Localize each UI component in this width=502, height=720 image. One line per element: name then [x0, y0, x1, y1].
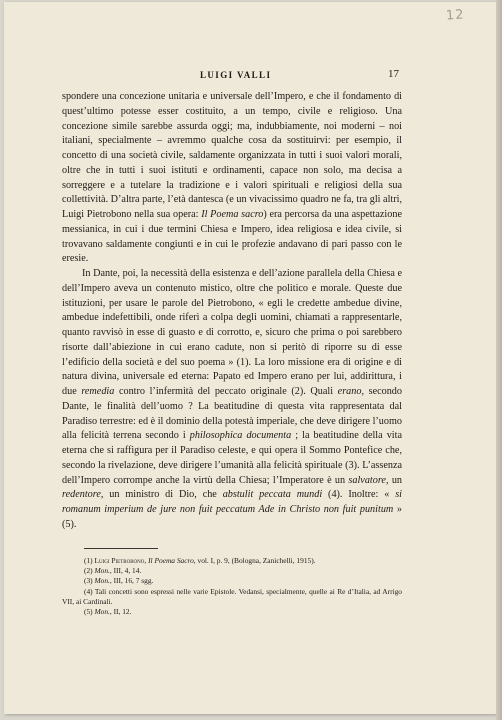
italic-run: abstulit peccata mundi	[222, 489, 323, 501]
footnote	[62, 566, 402, 576]
italic-run: Il Poema Sacro	[148, 556, 194, 565]
footnote	[62, 576, 402, 586]
text-run: , III, 4, 14.	[109, 566, 142, 576]
italic-run: erano	[337, 386, 362, 397]
footnote	[62, 587, 402, 607]
text-run: , un ministro di Dio, che	[100, 489, 223, 501]
text-run: , secondo Dante, le finalità dell’uomo ? La beatitudine di questa vita rappresentata dal Paradiso terrestre: ed è il dominio della potestà imperiale, che deve dirigere l’uomo alla felicità terrena secondo i	[62, 386, 402, 442]
text-run: contro l’infermità del peccato originale (2). Quali	[114, 386, 338, 397]
italic-run: remedia	[81, 386, 115, 397]
footnote	[62, 556, 402, 566]
footnote	[62, 607, 402, 617]
italic-run: redentore	[62, 489, 101, 501]
footnote-divider	[84, 548, 158, 549]
italic-run: salvatore	[348, 474, 386, 486]
footnotes	[62, 556, 402, 617]
text-run: ; la beatitudine della vita eterna che si raffigura per il Paradiso celeste, e qui opera il Sommo Pontefice che, secondo la rivelazione, deve dirigere l’umanità alla felicità spirituale (3). L’assenza dell’Impero corrompe anche la virtù della Chiesa; l’Imperatore è un	[62, 430, 402, 486]
italic-run: Mon.	[94, 576, 110, 586]
text-run: , vol. I, p. 9, (Bologna, Zanichelli, 1915).	[193, 556, 316, 565]
text-run: (3)	[84, 576, 95, 586]
text-run: spondere una concezione unitaria e universale dell’Impero, e che il fondamento di quest’ultimo potesse esser costituito, a un tempo, civile e religioso. Una concezione simile sarebbe assurda oggi; ma, indubbiamente, noi moderni – noi italiani, specialmente – avremmo qualche cosa da sostituirvi: per esempio, il concetto di una società civile, saldamente organizzata in tutti i suoi valori morali, oltre che in tutti i suoi istituti e ordinamenti, capace non solo, ma decisa a sorreggere e a tutelare la tradizione e i valori spirituali e religiosi della sua collettività. D’altra parte, l’età dantesca (e un vivacissimo quadro ne fa, tra gli altri, Luigi Pietrobono nella sua opera:	[62, 91, 402, 220]
text-run: (1)	[84, 556, 95, 565]
italic-run: Mon.	[94, 607, 110, 617]
italic-run: si romanum imperium de jure non fuit peccatum Ade in Christo non fuit punitum	[62, 489, 402, 515]
text-run: (4). Inoltre: «	[322, 489, 396, 501]
text-run: (5)	[84, 607, 95, 617]
italic-run: philosophica documenta	[189, 430, 292, 442]
text-run: (2)	[84, 566, 95, 576]
page-edge	[496, 0, 502, 720]
text-run: (4) Tali concetti sono espressi nelle varie Epistole. Vedansi, specialmente, quelle ai Re d’Italia, ad Arrigo VII, ai Cardinali.	[62, 586, 402, 606]
pencil-annotation: 12	[445, 7, 466, 24]
text-run: » (5).	[62, 504, 403, 530]
small-caps-run: Luigi Pietrobono	[94, 556, 145, 565]
text-run: , II, 12.	[109, 607, 132, 617]
text-run: , un	[385, 474, 402, 486]
text-run: , III, 16, 7 sgg.	[109, 576, 154, 586]
text-run: ) era percorsa da una aspettazione messianica, in cui i due termini Chiesa e Impero, idea religiosa e idea civile, si trovavano saldamente congiunti e in cui le profezie andavano di pari passo con le eresie.	[62, 209, 402, 265]
paragraph	[62, 267, 402, 533]
running-head: LUIGI VALLI	[200, 70, 272, 80]
paragraph	[62, 90, 402, 267]
italic-run: Il Poema sacro	[201, 209, 264, 220]
text-run: ,	[144, 556, 149, 565]
body-text	[62, 90, 402, 533]
italic-run: Mon.	[94, 566, 110, 576]
text-run: In Dante, poi, la necessità della esistenza e dell’azione parallela della Chiesa e dell’Impero aveva un contenuto mistico, oltre che politico e morale. Queste due istituzioni, per usare le parole del Pietrobono, « egli le credette ambedue divine, ambedue indefettibili, onde riferì a colpa degli uomini, chiamati a rappresentarle, quanto ravvisò in esse di guasto e di corrotto, e, sicuro che prima o poi sarebbero risorte dall’abiezione in cui erano cadute, non si peritò di riporre su di esse l’edificio della società e del suo poema » (1). La loro missione era di origine e di natura divina, universale ed eterna: Papato ed Impero erano per lui, addirittura, i due	[62, 268, 402, 397]
page-number: 17	[388, 68, 399, 80]
